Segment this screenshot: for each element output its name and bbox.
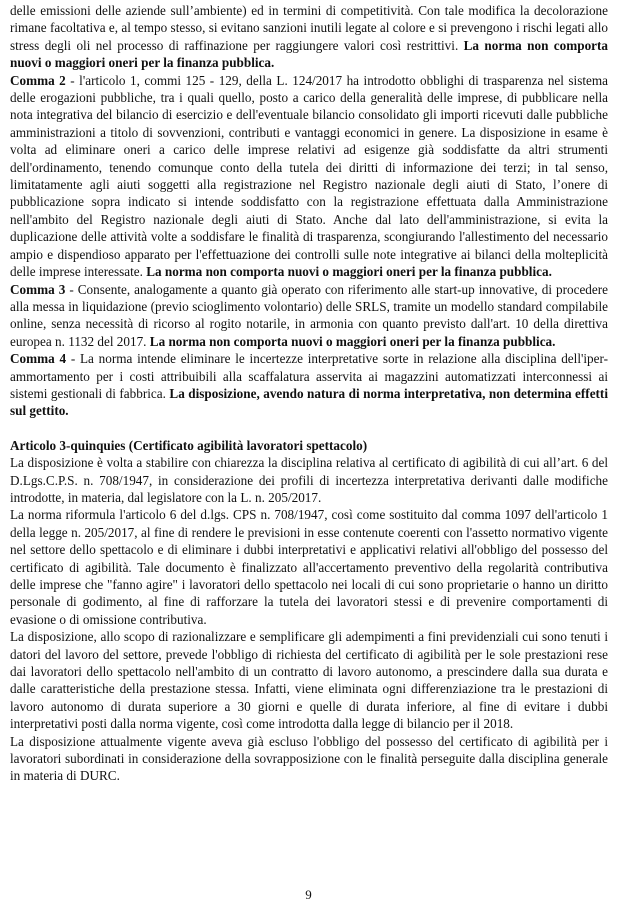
- comma-3-label: Comma 3: [10, 281, 66, 297]
- intro-text: delle emissioni delle aziende sull’ambiente) ed in termini di competitività. Con tale modifica la decolorazione rimane facoltativa e, al tempo stesso, si evitano sanzioni inutili legate al colore e si prevengono i rischi legati allo stress degli oli nel processo di raffinazione per raggiungere valori così restrittivi.: [10, 3, 608, 53]
- comma-4-label: Comma 4: [10, 351, 67, 367]
- comma-3-bold-note: La norma non comporta nuovi o maggiori oneri per la finanza pubblica.: [149, 333, 556, 349]
- comma-2-bold-note: La norma non comporta nuovi o maggiori oneri per la finanza pubblica.: [146, 264, 552, 280]
- comma-4-paragraph: [10, 350, 608, 420]
- intro-bold-note: La norma non comporta nuovi o maggiori oneri per la finanza pubblica.: [10, 37, 609, 71]
- article-paragraph-1: La disposizione è volta a stabilire con chiarezza la disciplina relativa al certificato di agibilità di cui all’art. 6 del D.Lgs.C.P.S. n. 708/1947, in considerazione dei profili di incertezza interpretativa derivanti dalle modifiche introdotte, in materia, dal legislatore con la L. n. 205/2017.: [10, 455, 608, 505]
- comma-2-label: Comma 2: [10, 72, 66, 88]
- comma-4-text: - La norma intende eliminare le incertezze interpretative sorte in relazione alla disciplina dell'iper-ammortamento per i costi attribuibili alla scaffalatura asservita ai magazzini automatizzati interconnessi ai sistemi gestionali di fabbrica.: [10, 351, 608, 401]
- intro-paragraph: [10, 2, 608, 72]
- comma-3-paragraph: [10, 281, 608, 351]
- document-page: [10, 2, 608, 785]
- comma-2-paragraph: [10, 72, 608, 281]
- article-paragraph-4: La disposizione attualmente vigente aveva già escluso l'obbligo del possesso del certificato di agibilità per i lavoratori subordinati in considerazione della sovrapposizione con le finalità perseguite dalla disciplina generale in materia di DURC.: [10, 733, 608, 784]
- comma-3-text: - Consente, analogamente a quanto già operato con riferimento alle start-up innovative, di procedere alla messa in liquidazione (previo scioglimento volontario) delle SRLS, tramite un modello standard compilabile online, senza necessità di ricorso al rogito notarile, in armonia con quanto previsto dall'art. 10 della direttiva europea n. 1132 del 2017.: [10, 281, 608, 349]
- article-paragraph-3: La disposizione, allo scopo di razionalizzare e semplificare gli adempimenti a fini previdenziali cui sono tenuti i datori del lavoro del settore, prevede l'obbligo di richiesta del certificato di agibilità per le sole prestazioni rese dai lavoratori dello spettacolo nell'ambito di un contratto di lavoro autonomo, a prescindere dalla sua durata e dalle caratteristiche della prestazione stessa. Infatti, viene eliminata ogni differenziazione tra le prestazioni di lavoro autonomo di durata superiore a 30 giorni e quelle di durata inferiore, al fine di evitare i dubbi interpretativi posti dalla norma vigente, così come introdotta dalla legge di bilancio per il 2018.: [10, 629, 608, 732]
- comma-2-text: - l'articolo 1, commi 125 - 129, della L. 124/2017 ha introdotto obblighi di trasparenza nel sistema delle erogazioni pubbliche, tra i quali quello, posto a carico della generalità delle imprese, di pubblicare nella nota integrativa del bilancio di esercizio e dell'eventuale bilancio consolidato gli importi ricevuti dalle pubbliche amministrazioni a titolo di sovvenzioni, contributi e vantaggi economici in genere. La disposizione in esame è volta ad eliminare oneri a carico delle imprese relativi ad esigenze già soddisfatte da altri strumenti dell'ordinamento, tenendo comunque conto della tutela dei diritti di informazione dei terzi; in tal senso, limitatamente agli aiuti soggetti alla registrazione nel Registro nazionale degli aiuti di Stato, l’onere di pubblicazione sopra indicato si intende soddisfatto con la registrazione effettuata dalla Amministrazione nell'ambito del Registro nazionale degli aiuti di Stato. Anche dal lato dell'amministrazione, si evita la duplicazione delle attività volte a soddisfare le finalità di trasparenza, scongiurando l'allestimento del necessario ampio e dispendioso apparato per l'effettuazione dei controlli sulle note integrative ai bilanci della molteplicità delle imprese interessate.: [10, 72, 608, 280]
- comma-4-bold-note: La disposizione, avendo natura di norma interpretativa, non determina effetti sul gettito.: [10, 385, 608, 419]
- article-paragraph-2: La norma riformula l'articolo 6 del d.lgs. CPS n. 708/1947, così come sostituito dal comma 1097 dell'articolo 1 della legge n. 205/2017, al fine di rendere le previsioni in esse contenute coerenti con l'assetto normativo vigente nel settore dello spettacolo e di eliminare i dubbi interpretativi e applicativi relativi all'obbligo del possesso del certificato di agibilità. Tale documento è finalizzato all'accertamento preventivo della regolarità contributiva delle imprese che "fanno agire" i lavoratori dello spettacolo nei locali di cui sono proprietarie o hanno un diritto personale di godimento, al fine di rafforzare la tutela dei lavoratori stessi e di prevenire comportamenti di evasione o di omissione contributiva.: [10, 507, 608, 627]
- article-title: Articolo 3-quinquies (Certificato agibilità lavoratori spettacolo): [10, 437, 368, 453]
- page-number: 9: [305, 887, 312, 902]
- section-spacer: [10, 420, 608, 437]
